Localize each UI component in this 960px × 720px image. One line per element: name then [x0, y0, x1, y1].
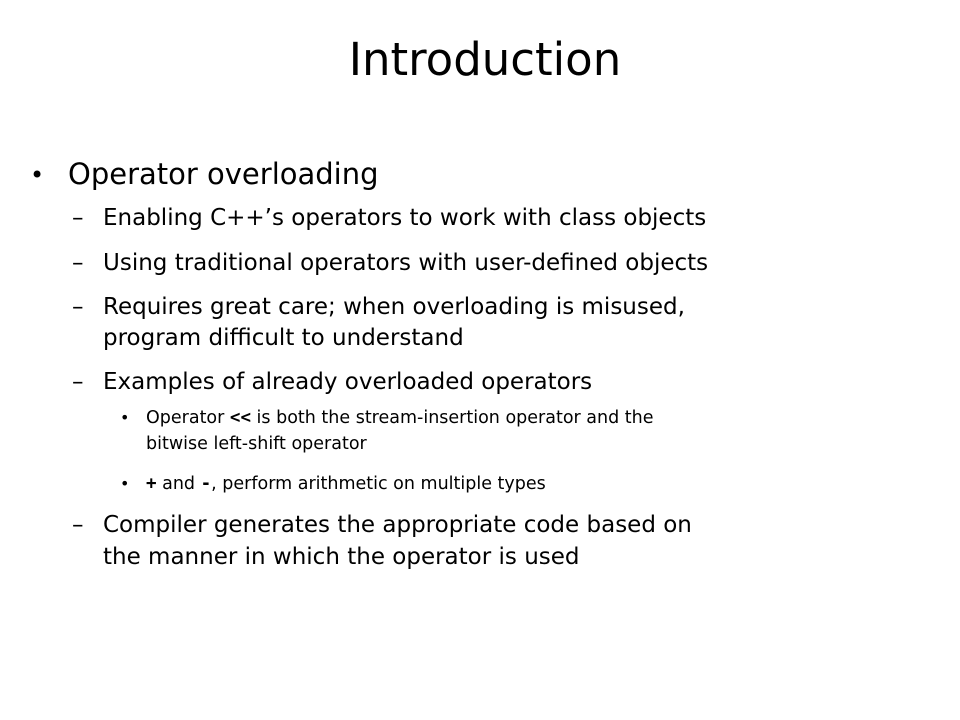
dash-icon: –	[72, 512, 84, 538]
sub-item-text-continued: program difficult to understand	[103, 325, 464, 351]
sub-item-text: Examples of already overloaded operators	[103, 369, 593, 395]
operator-symbol: <<	[229, 408, 251, 428]
bullet-icon: •	[30, 161, 45, 189]
slide-title: Introduction	[348, 33, 622, 86]
dash-icon: –	[72, 369, 84, 395]
bullet-icon: •	[120, 474, 130, 493]
dash-icon: –	[72, 294, 84, 320]
sub-item-text: Requires great care; when overloading is misused,	[103, 294, 685, 320]
bullet-icon: •	[120, 408, 130, 427]
operator-symbol: +	[146, 474, 157, 494]
sub-item-text: Compiler generates the appropriate code based on	[103, 512, 692, 538]
nested-item-text-continued: bitwise left-shift operator	[146, 434, 367, 454]
sub-item-text-continued: the manner in which the operator is used	[103, 544, 580, 570]
sub-item-text: Using traditional operators with user-defined objects	[103, 250, 709, 276]
dash-icon: –	[72, 205, 84, 231]
nested-item-text: Operator << is both the stream-insertion operator and the	[146, 408, 654, 428]
bullet-operator-overloading: Operator overloading	[68, 157, 379, 191]
operator-symbol: -	[200, 474, 212, 494]
sub-item-text: Enabling C++’s operators to work with class objects	[103, 205, 707, 231]
nested-item-text: + and -, perform arithmetic on multiple types	[146, 474, 546, 494]
dash-icon: –	[72, 250, 84, 276]
